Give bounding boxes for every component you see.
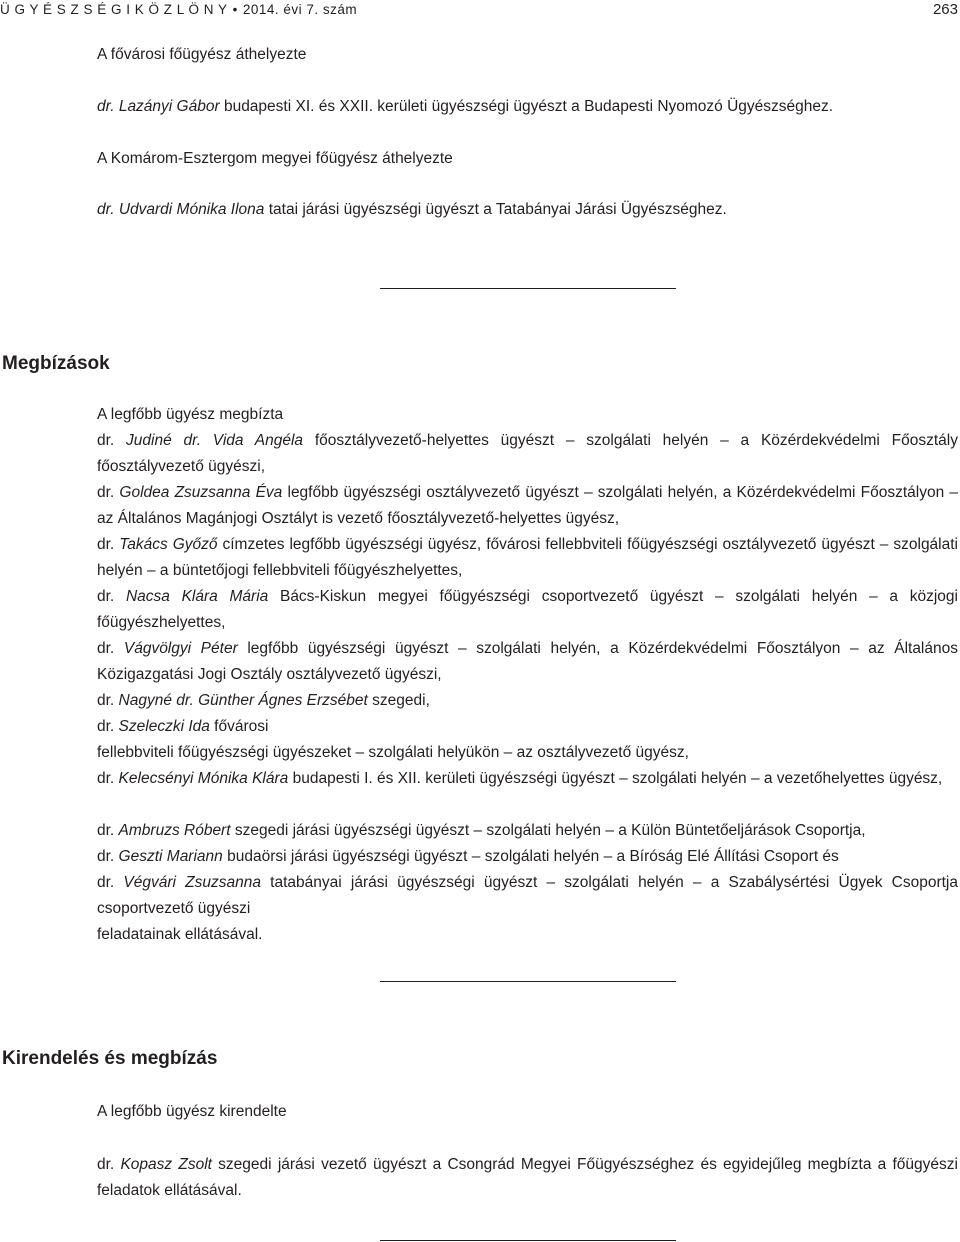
issue-label: 2014. évi 7. szám [242,2,358,17]
assignment-entry: dr. Vágvölgyi Péter legfőbb ügyészségi ügyészt – szolgálati helyén, a Közérdekvédelmi Főosztályon – az Általános Közigazgatási Jogi Osztály osztályvezető ügyészi, [97,640,958,683]
journal-title [0,0,357,20]
person-name: Szeleczki Ida [118,718,210,735]
transfer-entry-2 [97,197,958,223]
person-name: Ambruzs Róbert [118,822,231,839]
person-name: Nagyné dr. Günther Ágnes Erzsébet [118,692,368,709]
section-divider [380,1240,676,1241]
person-name: Judiné dr. Vida Angéla [126,432,304,449]
transfer-entry-1 [97,94,958,120]
entry-text: tatai járási ügyészségi ügyészt a Tatabányai Járási Ügyészséghez. [264,201,727,218]
person-name: dr. Lazányi Gábor [97,98,220,115]
page-number: 263 [932,1,958,18]
person-name: Végvári Zsuzsanna [123,874,261,891]
section-heading-megbizasok: Megbízások [2,353,110,374]
intro-kirendelte: A legfőbb ügyész kirendelte [97,1103,287,1120]
person-name: Kopasz Zsolt [120,1156,212,1173]
secondment-entry: dr. Kopasz Zsolt szegedi járási vezető ügyészt a Csongrád Megyei Főügyészséghez és egyidejűleg megbízta a főügyészi feladatok ellátásával. [97,1156,958,1199]
journal-name: Ü G Y É S Z S É G I K Ö Z L Ö N Y [0,2,228,17]
running-header [0,0,960,24]
assignment-entry: dr. Geszti Mariann budaörsi járási ügyészségi ügyészt – szolgálati helyén – a Bíróság Elé Állítási Csoport és [97,848,839,865]
closing-line: feladatainak ellátásával. [97,926,263,943]
shared-assignment-line: fellebbviteli főügyészségi ügyészeket – szolgálati helyükön – az osztályvezető ügyész, [97,744,689,761]
assignment-entry: dr. Végvári Zsuzsanna tatabányai járási ügyészségi ügyészt – szolgálati helyén – a Szabálysértési Ügyek Csoportja csoportvezető ügyészi [97,874,958,917]
person-name: Geszti Mariann [118,848,223,865]
assignment-entry: dr. Szeleczki Ida fővárosi [97,718,269,735]
assignment-entry: dr. Kelecsényi Mónika Klára budapesti I. és XII. kerületi ügyészségi ügyészt – szolgálati helyén – a vezetőhelyettes ügyész, [97,770,943,787]
person-name: Kelecsényi Mónika Klára [118,770,289,787]
person-name: Nacsa Klára Mária [125,588,269,605]
assignment-entry: dr. Goldea Zsuzsanna Éva legfőbb ügyészségi osztályvezető ügyészt – szolgálati helyén, a Közérdekvédelmi Főosztályon – az Általános Magánjogi Osztályt is vezető főosztályvezető-helyettes ügyész, [97,484,959,527]
header-separator: • [232,2,238,17]
section-heading-kirendeles: Kirendelés és megbízás [2,1048,218,1069]
assignment-entry: dr. Nagyné dr. Günther Ágnes Erzsébet szegedi, [97,692,430,709]
person-name: Takács Győző [119,536,218,553]
intro-megbizta: A legfőbb ügyész megbízta [97,406,284,423]
assignment-entry: dr. Judiné dr. Vida Angéla főosztályvezető-helyettes ügyészt – szolgálati helyén – a Közérdekvédelmi Főosztály főosztályvezető ügyészi, [97,432,958,475]
entry-text: budapesti XI. és XXII. kerületi ügyészségi ügyészt a Budapesti Nyomozó Ügyészséghez. [219,98,834,115]
section-divider [380,981,676,982]
assignment-entry: dr. Nacsa Klára Mária Bács-Kiskun megyei főügyészségi csoportvezető ügyészt – szolgálati helyén – a közjogi főügyészhelyettes, [97,588,958,631]
assignment-entry: dr. Takács Győző címzetes legfőbb ügyészségi ügyész, fővárosi fellebbviteli főügyészségi osztályvezető ügyészt – szolgálati helyén – a büntetőjogi fellebbviteli főügyészhelyettes, [97,536,958,579]
intro-komarom: A Komárom-Esztergom megyei főügyész áthelyezte [97,150,453,167]
person-name: dr. Udvardi Mónika Ilona [97,201,265,218]
section-divider [380,288,676,289]
person-name: Vágvölgyi Péter [123,640,238,657]
person-name: Goldea Zsuzsanna Éva [119,484,283,501]
assignment-entry: dr. Ambruzs Róbert szegedi járási ügyészségi ügyészt – szolgálati helyén – a Külön Büntetőeljárások Csoportja, [97,822,866,839]
intro-budapest: A fővárosi főügyész áthelyezte [97,46,307,63]
